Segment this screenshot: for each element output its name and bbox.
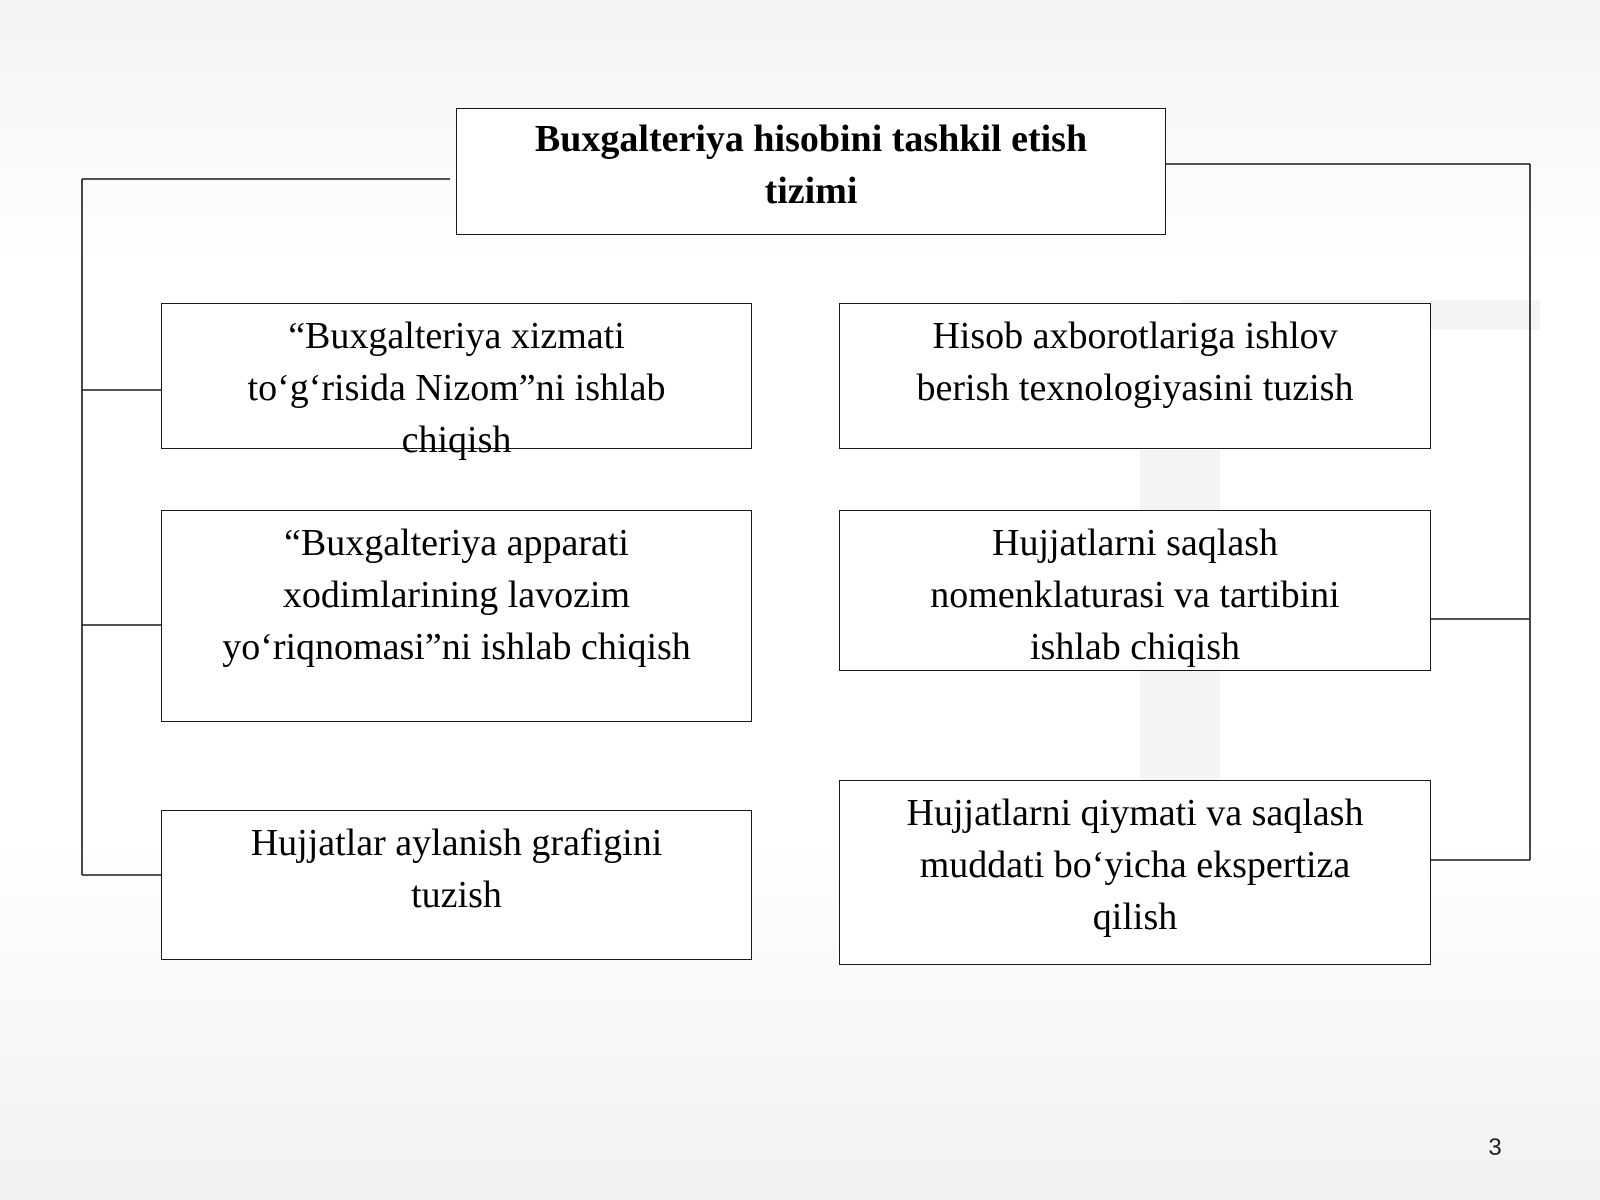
page-number: 3: [1488, 1134, 1502, 1161]
right-node-2: [839, 510, 1431, 671]
left-node-2-label: “Buxgalteriya apparati xodimlarining lavozim yo‘riqnomasi”ni ishlab chiqish: [222, 522, 691, 668]
right-node-1-label: Hisob axborotlariga ishlov berish texnologiyasini tuzish: [916, 315, 1354, 409]
left-node-2: [161, 510, 752, 722]
root-node: [456, 108, 1166, 235]
right-node-3-label: Hujjatlarni qiymati va saqlash muddati bo‘yicha ekspertiza qilish: [906, 792, 1364, 938]
right-node-3: [839, 780, 1431, 965]
left-node-3: [161, 810, 752, 960]
root-node-label: Buxgalteriya hisobini tashkil etish tizimi: [534, 118, 1088, 212]
right-node-1: [839, 303, 1431, 449]
right-node-2-label: Hujjatlarni saqlash nomenklaturasi va tartibini ishlab chiqish: [930, 522, 1340, 668]
left-node-1-label: “Buxgalteriya xizmati to‘g‘risida Nizom”ni ishlab chiqish: [247, 315, 666, 461]
left-node-3-label: Hujjatlar aylanish grafigini tuzish: [250, 822, 663, 916]
left-node-1: [161, 303, 752, 461]
